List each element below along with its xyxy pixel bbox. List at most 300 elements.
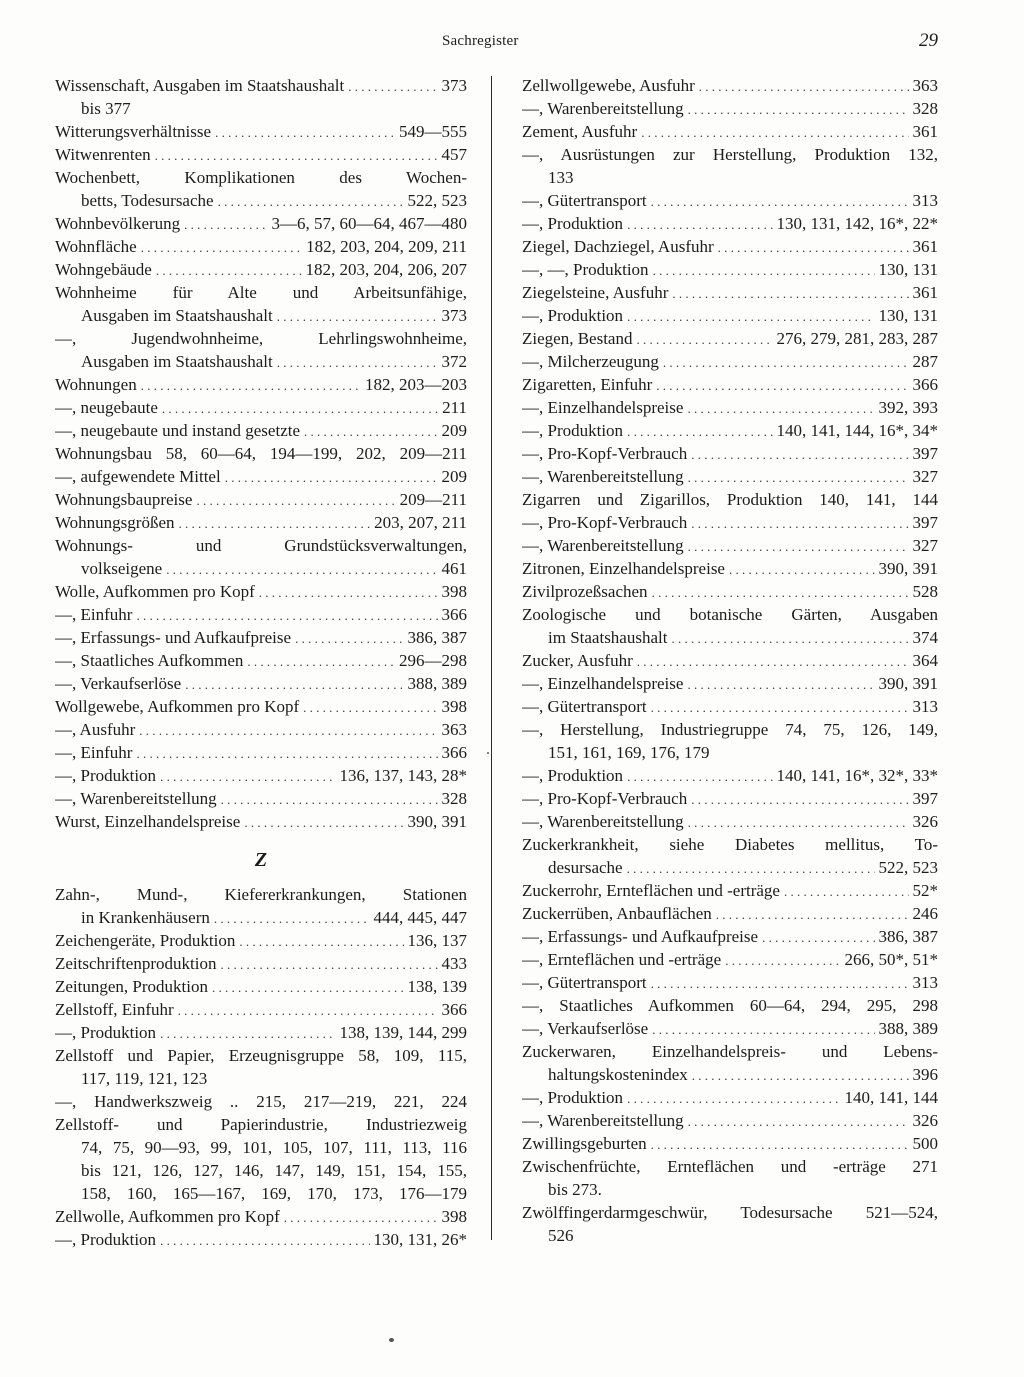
dot-leader: [284, 1206, 438, 1228]
index-entry: [522, 695, 938, 718]
dot-leader: [155, 144, 438, 166]
entry-line: [522, 1201, 938, 1224]
entry-page-refs: 3—6, 57, 60—64, 467—480: [271, 214, 467, 233]
entry-line: [55, 258, 467, 281]
entry-line: [55, 580, 467, 603]
dot-leader: [220, 953, 437, 975]
entry-term: 117, 119, 121, 123: [81, 1069, 208, 1088]
entry-term: Zwillingsgeburten: [522, 1134, 647, 1153]
entry-term: —, Pro-Kopf-Verbrauch: [522, 444, 688, 463]
entry-term: haltungskostenindex: [548, 1065, 688, 1084]
entry-line: [522, 442, 938, 465]
dot-leader: [259, 581, 438, 603]
index-entry: [522, 971, 938, 994]
index-entry: [522, 948, 938, 971]
index-entry: [522, 557, 938, 580]
entry-term: —, Warenbereitstellung: [55, 789, 217, 808]
entry-line: [522, 603, 938, 626]
entry-line: [55, 603, 467, 626]
entry-line: [522, 419, 938, 442]
page-number: 29: [919, 30, 938, 51]
entry-continuation-line: [522, 1063, 938, 1086]
entry-term: —, Ausrüstungen zur Herstellung, Produktion 132,: [522, 145, 938, 164]
entry-term: Zellstoff, Einfuhr: [55, 1000, 174, 1019]
entry-continuation-line: [522, 856, 938, 879]
index-entry: [522, 465, 938, 488]
entry-line: [522, 488, 938, 511]
entry-term: —, Erfassungs- und Aufkaufpreise: [55, 628, 292, 647]
entry-term: bis 377: [81, 99, 131, 118]
entry-term: Wolle, Aufkommen pro Kopf: [55, 582, 255, 601]
entry-term: bis 273.: [548, 1180, 602, 1199]
dot-leader: [160, 1022, 335, 1044]
index-entry: [522, 419, 938, 442]
index-entry: [522, 1201, 938, 1247]
dot-leader: [663, 351, 909, 373]
dot-leader: [214, 907, 370, 929]
entry-line: [522, 787, 938, 810]
entry-line: [55, 327, 467, 350]
dot-leader: [215, 121, 395, 143]
index-entry: [55, 998, 467, 1021]
entry-page-refs: 287: [912, 352, 938, 371]
entry-page-refs: 327: [912, 467, 938, 486]
entry-line: [522, 120, 938, 143]
entry-line: [522, 925, 938, 948]
entry-line: [522, 902, 938, 925]
entry-page-refs: 266, 50*, 51*: [844, 950, 938, 969]
index-entry: [55, 695, 467, 718]
print-speck: [487, 752, 489, 754]
entry-term: —, Einzelhandelspreise: [522, 674, 684, 693]
entry-page-refs: 366: [912, 375, 938, 394]
entry-page-refs: 326: [912, 812, 938, 831]
entry-page-refs: 313: [912, 973, 938, 992]
dot-leader: [348, 75, 437, 97]
entry-page-refs: 500: [912, 1134, 938, 1153]
entry-term: 158, 160, 165—167, 169, 170, 173, 176—179: [81, 1184, 467, 1203]
entry-line: [522, 373, 938, 396]
entry-term: Zellwolle, Aufkommen pro Kopf: [55, 1207, 280, 1226]
dot-leader: [304, 420, 437, 442]
index-entry: [55, 1021, 467, 1044]
dot-leader: [244, 811, 403, 833]
entry-term: —, Erfassungs- und Aufkaufpreise: [522, 927, 759, 946]
entry-term: Witterungsverhältnisse: [55, 122, 212, 141]
entry-page-refs: 209—211: [399, 490, 467, 509]
index-entry: [522, 327, 938, 350]
entry-term: —, Warenbereitstellung: [522, 1111, 684, 1130]
entry-term: —, Pro-Kopf-Verbrauch: [522, 513, 688, 532]
entry-line: [522, 74, 938, 97]
entry-line: [55, 120, 467, 143]
index-entry: [55, 603, 467, 626]
entry-term: in Krankenhäusern: [81, 908, 210, 927]
entry-line: [55, 952, 467, 975]
entry-term: —, —, Produktion: [522, 260, 649, 279]
entry-term: —, Gütertransport: [522, 973, 647, 992]
entry-term: Ausgaben im Staatshaushalt: [81, 352, 273, 371]
dot-leader: [160, 765, 335, 787]
entry-continuation-line: [55, 1182, 467, 1205]
entry-page-refs: 327: [912, 536, 938, 555]
entry-line: [522, 718, 938, 741]
index-entry: [55, 787, 467, 810]
entry-term: desursache: [548, 858, 623, 877]
entry-page-refs: 390, 391: [878, 674, 938, 693]
dot-leader: [277, 351, 438, 373]
entry-term: Witwenrenten: [55, 145, 151, 164]
entry-line: [55, 534, 467, 557]
entry-page-refs: 372: [441, 352, 467, 371]
entry-term: Wohnungs- und Grundstücksverwaltungen,: [55, 536, 467, 555]
entry-term: —, Produktion: [522, 421, 624, 440]
entry-line: [55, 373, 467, 396]
dot-leader: [652, 581, 909, 603]
entry-line: [522, 971, 938, 994]
entry-term: Wohnheime für Alte und Arbeitsunfähige,: [55, 283, 467, 302]
entry-term: Zitronen, Einzelhandelspreise: [522, 559, 725, 578]
dot-leader: [691, 512, 908, 534]
entry-page-refs: 140, 141, 16*, 32*, 33*: [776, 766, 938, 785]
entry-line: [55, 419, 467, 442]
entry-term: —, Produktion: [522, 766, 624, 785]
entry-page-refs: 386, 387: [407, 628, 467, 647]
entry-line: [55, 787, 467, 810]
entry-page-refs: 130, 131: [878, 306, 938, 325]
entry-page-refs: 386, 387: [878, 927, 938, 946]
entry-line: [55, 442, 467, 465]
entry-line: [522, 350, 938, 373]
index-entry: [55, 975, 467, 998]
entry-page-refs: 361: [912, 237, 938, 256]
index-entry: [522, 1086, 938, 1109]
index-entry: [55, 511, 467, 534]
entry-term: —, Pro-Kopf-Verbrauch: [522, 789, 688, 808]
entry-term: Zigarren und Zigarillos, Produktion 140, 141, 144: [522, 490, 938, 509]
entry-term: —, Gütertransport: [522, 697, 647, 716]
index-column-right: [522, 74, 938, 1247]
entry-line: [522, 1132, 938, 1155]
index-entry: [522, 350, 938, 373]
entry-line: [55, 235, 467, 258]
index-entry: [522, 1109, 938, 1132]
entry-line: [55, 741, 467, 764]
dot-leader: [688, 466, 909, 488]
entry-term: —, Warenbereitstellung: [522, 536, 684, 555]
entry-line: [55, 1044, 467, 1067]
entry-term: Wurst, Einzelhandelspreise: [55, 812, 241, 831]
entry-line: [55, 488, 467, 511]
entry-term: —, Produktion: [55, 766, 157, 785]
entry-term: —, Einfuhr: [55, 743, 133, 762]
index-entry: [55, 672, 467, 695]
entry-line: [55, 810, 467, 833]
entry-line: [522, 534, 938, 557]
entry-continuation-line: [55, 350, 467, 373]
dot-leader: [136, 604, 437, 626]
index-entry: [522, 902, 938, 925]
entry-line: [522, 281, 938, 304]
entry-line: [522, 235, 938, 258]
entry-line: [522, 465, 938, 488]
entry-term: Zeichengeräte, Produktion: [55, 931, 236, 950]
entry-page-refs: 130, 131, 142, 16*, 22*: [776, 214, 938, 233]
dot-leader: [651, 190, 909, 212]
entry-page-refs: 388, 389: [878, 1019, 938, 1038]
index-entry: [522, 1040, 938, 1086]
entry-term: —, Gütertransport: [522, 191, 647, 210]
dot-leader: [196, 489, 395, 511]
entry-line: [522, 396, 938, 419]
entry-line: [522, 1086, 938, 1109]
entry-term: Ziegelsteine, Ausfuhr: [522, 283, 669, 302]
entry-line: [55, 1113, 467, 1136]
dot-leader: [295, 627, 403, 649]
entry-page-refs: 136, 137: [407, 931, 467, 950]
index-entry: [522, 833, 938, 879]
entry-page-refs: 522, 523: [407, 191, 467, 210]
entry-term: Zellstoff- und Papierindustrie, Industriezweig: [55, 1115, 467, 1134]
entry-term: —, aufgewendete Mittel: [55, 467, 221, 486]
entry-term: Ausgaben im Staatshaushalt: [81, 306, 273, 325]
index-entry: [55, 1205, 467, 1228]
entry-page-refs: 182, 203, 204, 209, 211: [306, 237, 467, 256]
entry-line: [55, 465, 467, 488]
dot-leader: [699, 75, 909, 97]
entry-page-refs: 138, 139: [407, 977, 467, 996]
entry-term: volkseigene: [81, 559, 163, 578]
entry-term: Zellstoff und Papier, Erzeugnisgruppe 58, 109, 115,: [55, 1046, 467, 1065]
entry-line: [522, 649, 938, 672]
entry-continuation-line: [522, 1178, 938, 1201]
dot-leader: [239, 930, 403, 952]
entry-term: Zoologische und botanische Gärten, Ausgaben: [522, 605, 938, 624]
index-entry: [55, 718, 467, 741]
dot-leader: [179, 512, 371, 534]
index-entry: [55, 488, 467, 511]
dot-leader: [225, 466, 438, 488]
entry-line: [55, 649, 467, 672]
entry-line: [522, 810, 938, 833]
entry-term: Zigaretten, Einfuhr: [522, 375, 653, 394]
entry-page-refs: 457: [441, 145, 467, 164]
dot-leader: [688, 1110, 909, 1132]
entry-line: [522, 511, 938, 534]
index-entry: [522, 396, 938, 419]
dot-leader: [141, 236, 302, 258]
index-entry: [55, 1228, 467, 1251]
entry-page-refs: 397: [912, 513, 938, 532]
index-column-left: [55, 74, 467, 1251]
index-entry: [55, 1090, 467, 1113]
entry-continuation-line: [55, 304, 467, 327]
entry-line: [55, 396, 467, 419]
index-entry: [522, 603, 938, 649]
entry-page-refs: 528: [912, 582, 938, 601]
entry-term: —, Verkaufserlöse: [522, 1019, 649, 1038]
dot-leader: [166, 558, 437, 580]
entry-term: Wissenschaft, Ausgaben im Staatshaushalt: [55, 76, 345, 95]
dot-leader: [651, 1133, 909, 1155]
dot-leader: [303, 696, 437, 718]
index-entry: [55, 442, 467, 465]
index-entry: [55, 235, 467, 258]
dot-leader: [627, 857, 875, 879]
entry-page-refs: 328: [441, 789, 467, 808]
entry-term: —, Produktion: [55, 1230, 157, 1249]
entry-term: 151, 161, 169, 176, 179: [548, 743, 710, 762]
index-entry: [55, 258, 467, 281]
index-entry: [522, 442, 938, 465]
entry-page-refs: 392, 393: [878, 398, 938, 417]
entry-page-refs: 522, 523: [878, 858, 938, 877]
entry-line: [522, 695, 938, 718]
entry-term: Zuckerwaren, Einzelhandelspreis- und Lebens-: [522, 1042, 938, 1061]
index-entry: [522, 143, 938, 189]
dot-leader: [691, 443, 908, 465]
index-entry: [55, 74, 467, 120]
entry-line: [55, 626, 467, 649]
entry-page-refs: 461: [441, 559, 467, 578]
index-entry: [55, 327, 467, 373]
index-entry: [55, 120, 467, 143]
entry-line: [55, 212, 467, 235]
index-entry: [55, 741, 467, 764]
entry-term: —, Warenbereitstellung: [522, 99, 684, 118]
entry-line: [522, 258, 938, 281]
dot-leader: [672, 282, 908, 304]
entry-page-refs: 396: [912, 1065, 938, 1084]
entry-continuation-line: [522, 626, 938, 649]
entry-line: [55, 975, 467, 998]
entry-page-refs: 390, 391: [407, 812, 467, 831]
entry-term: Zwölffingerdarmgeschwür, Todesursache 521—524,: [522, 1203, 938, 1222]
entry-term: Ziegen, Bestand: [522, 329, 633, 348]
index-entry: [55, 810, 467, 833]
index-entry: [55, 883, 467, 929]
entry-continuation-line: [522, 741, 938, 764]
entry-term: —, Warenbereitstellung: [522, 467, 684, 486]
entry-line: [522, 833, 938, 856]
entry-page-refs: 398: [441, 1207, 467, 1226]
dot-leader: [656, 374, 908, 396]
entry-term: Wohnungsbaupreise: [55, 490, 193, 509]
entry-term: —, Einfuhr: [55, 605, 133, 624]
index-entry: [55, 534, 467, 580]
index-entry: [522, 97, 938, 120]
dot-leader: [160, 1229, 369, 1251]
index-entry: [522, 373, 938, 396]
index-entry: [55, 143, 467, 166]
index-entry: [522, 718, 938, 764]
entry-term: 526: [548, 1226, 574, 1245]
entry-term: —, Ernteflächen und -erträge: [522, 950, 722, 969]
entry-page-refs: 398: [441, 582, 467, 601]
entry-page-refs: 549—555: [399, 122, 467, 141]
entry-line: [522, 327, 938, 350]
entry-continuation-line: [55, 1136, 467, 1159]
section-letter: Z: [254, 849, 268, 871]
dot-leader: [218, 190, 404, 212]
entry-page-refs: 397: [912, 789, 938, 808]
entry-line: [55, 718, 467, 741]
entry-term: —, Staatliches Aufkommen 60—64, 294, 295, 298: [522, 996, 938, 1015]
entry-term: —, Produktion: [522, 1088, 624, 1107]
dot-leader: [653, 259, 875, 281]
entry-term: Zucker, Ausfuhr: [522, 651, 633, 670]
dot-leader: [212, 976, 404, 998]
dot-leader: [141, 374, 361, 396]
entry-term: Zeitschriftenproduktion: [55, 954, 217, 973]
entry-line: [522, 672, 938, 695]
entry-term: —, Produktion: [55, 1023, 157, 1042]
entry-page-refs: 130, 131: [878, 260, 938, 279]
entry-page-refs: 276, 279, 281, 283, 287: [776, 329, 938, 348]
entry-term: Wohngebäude: [55, 260, 152, 279]
dot-leader: [277, 305, 438, 327]
entry-line: [522, 1109, 938, 1132]
entry-page-refs: 296—298: [399, 651, 467, 670]
entry-term: Ziegel, Dachziegel, Ausfuhr: [522, 237, 714, 256]
index-entry: [55, 649, 467, 672]
entry-line: [522, 1155, 938, 1178]
print-speck: [389, 1338, 394, 1342]
entry-line: [522, 580, 938, 603]
entry-continuation-line: [55, 97, 467, 120]
entry-term: Zahn-, Mund-, Kiefererkrankungen, Stationen: [55, 885, 467, 904]
entry-term: Wohnungsbau 58, 60—64, 194—199, 202, 209—211: [55, 444, 467, 463]
dot-leader: [178, 999, 438, 1021]
entry-term: 74, 75, 90—93, 99, 101, 105, 107, 111, 113, 116: [81, 1138, 467, 1157]
entry-page-refs: 138, 139, 144, 299: [339, 1023, 467, 1042]
entry-line: [55, 1021, 467, 1044]
entry-line: [55, 695, 467, 718]
dot-leader: [184, 213, 267, 235]
entry-page-refs: 361: [912, 122, 938, 141]
entry-line: [55, 511, 467, 534]
entry-line: [55, 764, 467, 787]
dot-leader: [688, 811, 909, 833]
entry-line: [522, 764, 938, 787]
dot-leader: [627, 765, 772, 787]
entry-term: Wollgewebe, Aufkommen pro Kopf: [55, 697, 300, 716]
dot-leader: [247, 650, 395, 672]
entry-page-refs: 130, 131, 26*: [373, 1230, 467, 1249]
entry-term: —, neugebaute: [55, 398, 158, 417]
entry-term: Zivilprozeßsachen: [522, 582, 648, 601]
entry-term: Wohnbevölkerung: [55, 214, 181, 233]
index-entry: [55, 1044, 467, 1090]
entry-term: betts, Todesursache: [81, 191, 214, 210]
entry-term: Wohnungen: [55, 375, 137, 394]
dot-leader: [729, 558, 875, 580]
index-entry: [55, 626, 467, 649]
entry-page-refs: 313: [912, 697, 938, 716]
entry-page-refs: 366: [441, 743, 467, 762]
index-entry: [55, 396, 467, 419]
dot-leader: [671, 627, 908, 649]
dot-leader: [221, 788, 438, 810]
entry-page-refs: 364: [912, 651, 938, 670]
entry-page-refs: 140, 141, 144: [844, 1088, 938, 1107]
index-entry: [55, 952, 467, 975]
entry-term: —, Ausfuhr: [55, 720, 136, 739]
index-entry: [522, 212, 938, 235]
dot-leader: [162, 397, 438, 419]
index-entry: [522, 764, 938, 787]
entry-page-refs: 203, 207, 211: [374, 513, 467, 532]
